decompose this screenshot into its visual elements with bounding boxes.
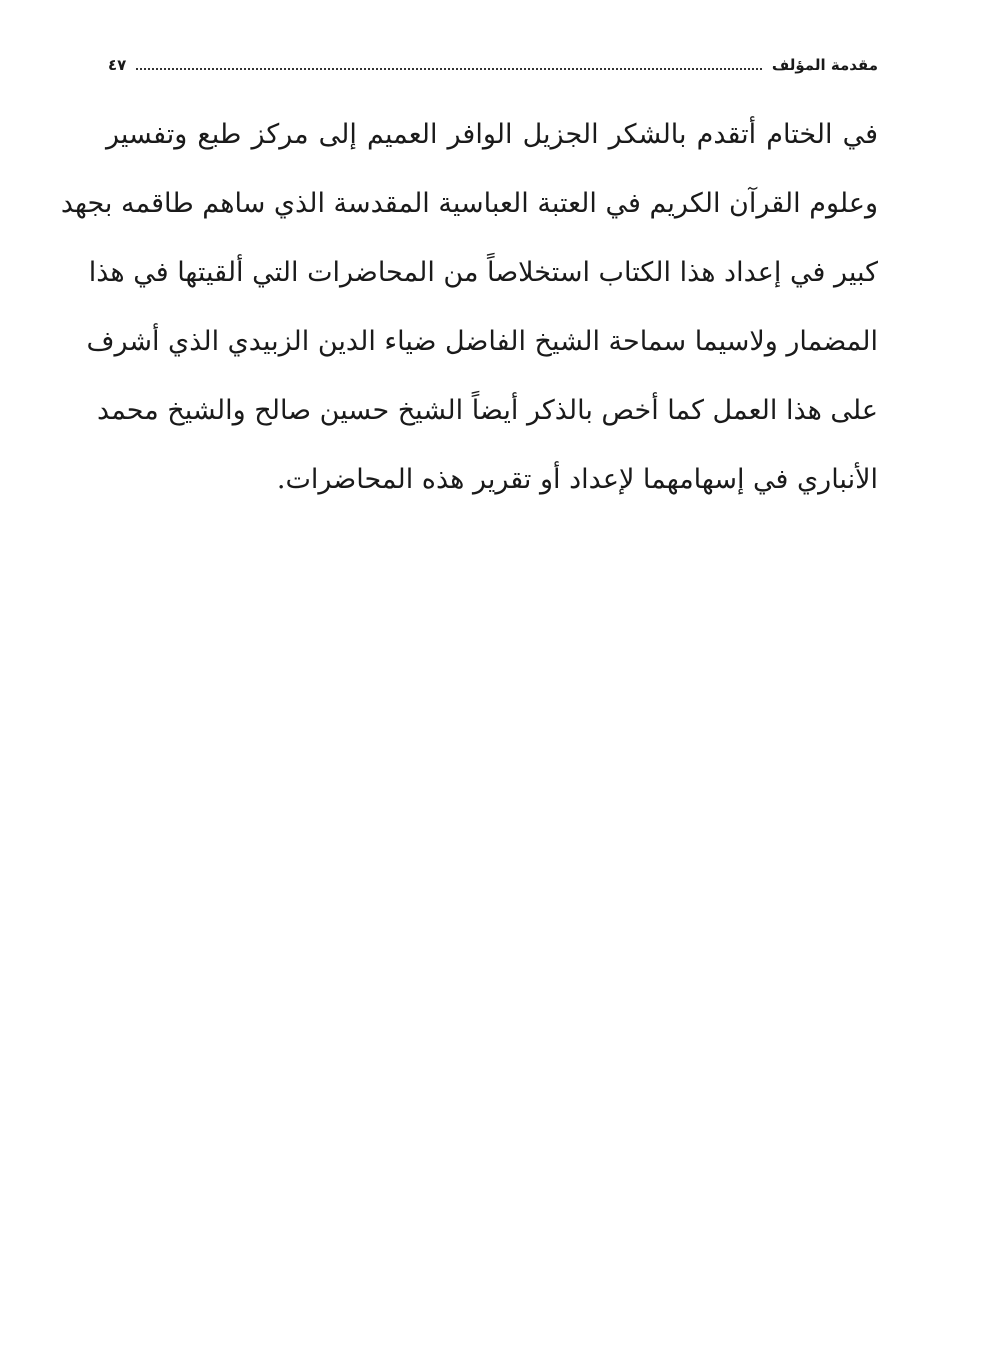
body-paragraph bbox=[60, 108, 878, 522]
paragraph-line: على هذا العمل كما أخص بالذكر أيضاً الشيخ حسين صالح والشيخ محمد bbox=[97, 395, 878, 426]
page-number: ٤٧ bbox=[108, 56, 127, 74]
chapter-title: مقدمة المؤلف bbox=[771, 56, 878, 74]
paragraph-line: المضمار ولاسيما سماحة الشيخ الفاضل ضياء الدين الزبيدي الذي أشرف bbox=[86, 326, 878, 357]
dotted-leader bbox=[136, 68, 762, 70]
running-header bbox=[108, 50, 878, 80]
paragraph-line: في الختام أتقدم بالشكر الجزيل الوافر العميم إلى مركز طبع وتفسير bbox=[106, 119, 878, 150]
paragraph-line: وعلوم القرآن الكريم في العتبة العباسية المقدسة الذي ساهم طاقمه بجهد bbox=[60, 188, 878, 219]
paragraph-line: كبير في إعداد هذا الكتاب استخلاصاً من المحاضرات التي ألقيتها في هذا bbox=[88, 257, 878, 288]
paragraph-line: الأنباري في إسهامهما لإعداد أو تقرير هذه المحاضرات. bbox=[276, 464, 878, 495]
